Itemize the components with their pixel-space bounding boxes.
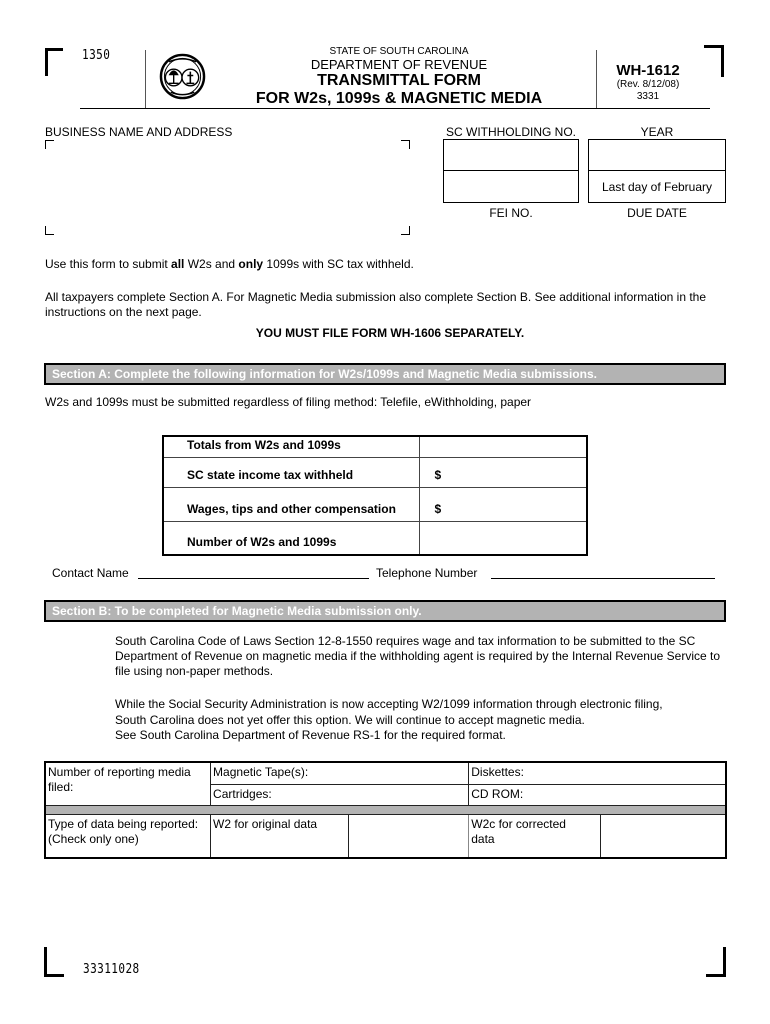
instruction-emphasis-only: only (238, 257, 264, 271)
instruction-text: 1099s with SC tax withheld. (263, 257, 414, 271)
instruction-text: Use this form to submit (45, 257, 172, 271)
sc-withholding-label: SC WITHHOLDING NO. (445, 125, 576, 139)
field-corner-mark (45, 226, 54, 235)
year-due-box (588, 139, 726, 203)
form-sequence-code: 1350 (82, 48, 111, 63)
form-id-block (603, 62, 693, 103)
form-number: WH-1612 (616, 62, 680, 79)
w2-original-checkbox[interactable] (348, 814, 469, 858)
totals-table (162, 435, 588, 556)
registration-mark-bottom-right (706, 947, 726, 977)
data-type-label-line: (Check only one) (48, 831, 139, 846)
instruction-text: W2s and (184, 257, 239, 271)
field-corner-mark (45, 140, 54, 149)
sc-withholding-input[interactable] (444, 140, 578, 171)
form-title-line1: TRANSMITTAL FORM (317, 72, 481, 89)
totals-row (163, 436, 587, 457)
instruction-line-2: All taxpayers complete Section A. For Magnetic Media submission also complete Section B. See additional information in the instructions on the next page. (45, 290, 707, 319)
state-seal-icon (159, 53, 206, 100)
state-name: STATE OF SOUTH CAROLINA (329, 46, 469, 57)
totals-row-label: Wages, tips and other compensation (163, 487, 419, 521)
form-code: 3331 (636, 91, 660, 102)
section-b-paragraph-1: South Carolina Code of Laws Section 12-8-1550 requires wage and tax information to be submitted to the SC Department of Revenue on magnetic media if the withholding agent is required by the Internal Revenue Service to file using non-paper methods. (115, 634, 721, 678)
gray-separator (45, 805, 726, 814)
totals-row (163, 521, 587, 555)
header-underline (80, 108, 710, 109)
due-date-value: Last day of February (601, 179, 713, 194)
w2c-label-line: W2c for corrected (471, 816, 566, 831)
header-title-block (225, 46, 573, 108)
fei-input[interactable] (444, 171, 578, 202)
contact-name-label: Contact Name (52, 566, 129, 580)
currency-prefix: $ (434, 501, 442, 516)
totals-header-value (419, 436, 587, 457)
registration-mark-top-right (704, 45, 724, 77)
sc-tax-withheld-input[interactable] (419, 457, 587, 487)
contact-name-input[interactable] (138, 578, 369, 579)
department-name: DEPARTMENT OF REVENUE (310, 57, 488, 72)
section-b-text-line: South Carolina does not yet offer this option. We will continue to accept magnetic media. (115, 712, 585, 727)
field-corner-mark (401, 226, 410, 235)
header-divider-right (596, 50, 597, 108)
scan-code: 33311028 (83, 962, 140, 977)
data-type-label-line: Type of data being reported: (48, 816, 199, 831)
registration-mark-top-left (45, 48, 63, 76)
telephone-label: Telephone Number (376, 566, 478, 580)
media-table (44, 761, 727, 859)
telephone-input[interactable] (491, 578, 715, 579)
totals-row-label: Number of W2s and 1099s (163, 521, 419, 555)
header-divider-left (145, 50, 146, 108)
form-title-line2: FOR W2s, 1099s & MAGNETIC MEDIA (255, 90, 543, 107)
section-a-header: Section A: Complete the following information for W2s/1099s and Magnetic Media submissions. (44, 363, 726, 385)
section-b-text-line: While the Social Security Administration is now accepting W2/1099 information through electronic filing, (115, 697, 663, 711)
cartridges-field[interactable]: Cartridges: (211, 784, 469, 805)
totals-row-label: SC state income tax withheld (163, 457, 419, 487)
form-revision: (Rev. 8/12/08) (616, 79, 680, 90)
field-corner-mark (401, 140, 410, 149)
totals-row (163, 487, 587, 521)
year-input[interactable] (589, 140, 725, 171)
year-label: YEAR (640, 125, 674, 139)
diskettes-field[interactable]: Diskettes: (469, 762, 726, 784)
w2c-label-line: data (471, 831, 495, 846)
w2-original-label: W2 for original data (211, 814, 349, 858)
w2c-corrected-checkbox[interactable] (600, 814, 726, 858)
withholding-fei-box (443, 139, 579, 203)
separate-filing-notice: YOU MUST FILE FORM WH-1606 SEPARATELY. (255, 326, 525, 340)
magnetic-tapes-field[interactable]: Magnetic Tape(s): (211, 762, 469, 784)
instruction-emphasis-all: all (171, 257, 185, 271)
instruction-line-1 (45, 257, 735, 272)
cd-rom-field[interactable]: CD ROM: (469, 784, 726, 805)
section-a-note: W2s and 1099s must be submitted regardless of filing method: Telefile, eWithholding, paper (45, 395, 532, 409)
currency-prefix: $ (434, 467, 442, 482)
media-row (45, 762, 726, 784)
data-type-label (45, 814, 211, 858)
totals-row (163, 457, 587, 487)
w2c-corrected-label (469, 814, 601, 858)
data-type-row (45, 814, 726, 858)
business-name-label: BUSINESS NAME AND ADDRESS (45, 125, 233, 139)
section-b-paragraph-2 (115, 697, 730, 744)
number-of-forms-input[interactable] (419, 521, 587, 555)
section-b-text-line: See South Carolina Department of Revenue RS-1 for the required format. (115, 728, 506, 742)
media-count-label: Number of reporting media filed: (45, 762, 211, 805)
section-b-header: Section B: To be completed for Magnetic Media submission only. (44, 600, 726, 622)
totals-row-label: Totals from W2s and 1099s (163, 436, 419, 457)
registration-mark-bottom-left (44, 947, 64, 977)
media-separator-row (45, 805, 726, 814)
business-name-address-field[interactable] (45, 140, 410, 235)
fei-label: FEI NO. (489, 206, 533, 220)
wages-input[interactable] (419, 487, 587, 521)
due-date-label: DUE DATE (627, 206, 687, 220)
